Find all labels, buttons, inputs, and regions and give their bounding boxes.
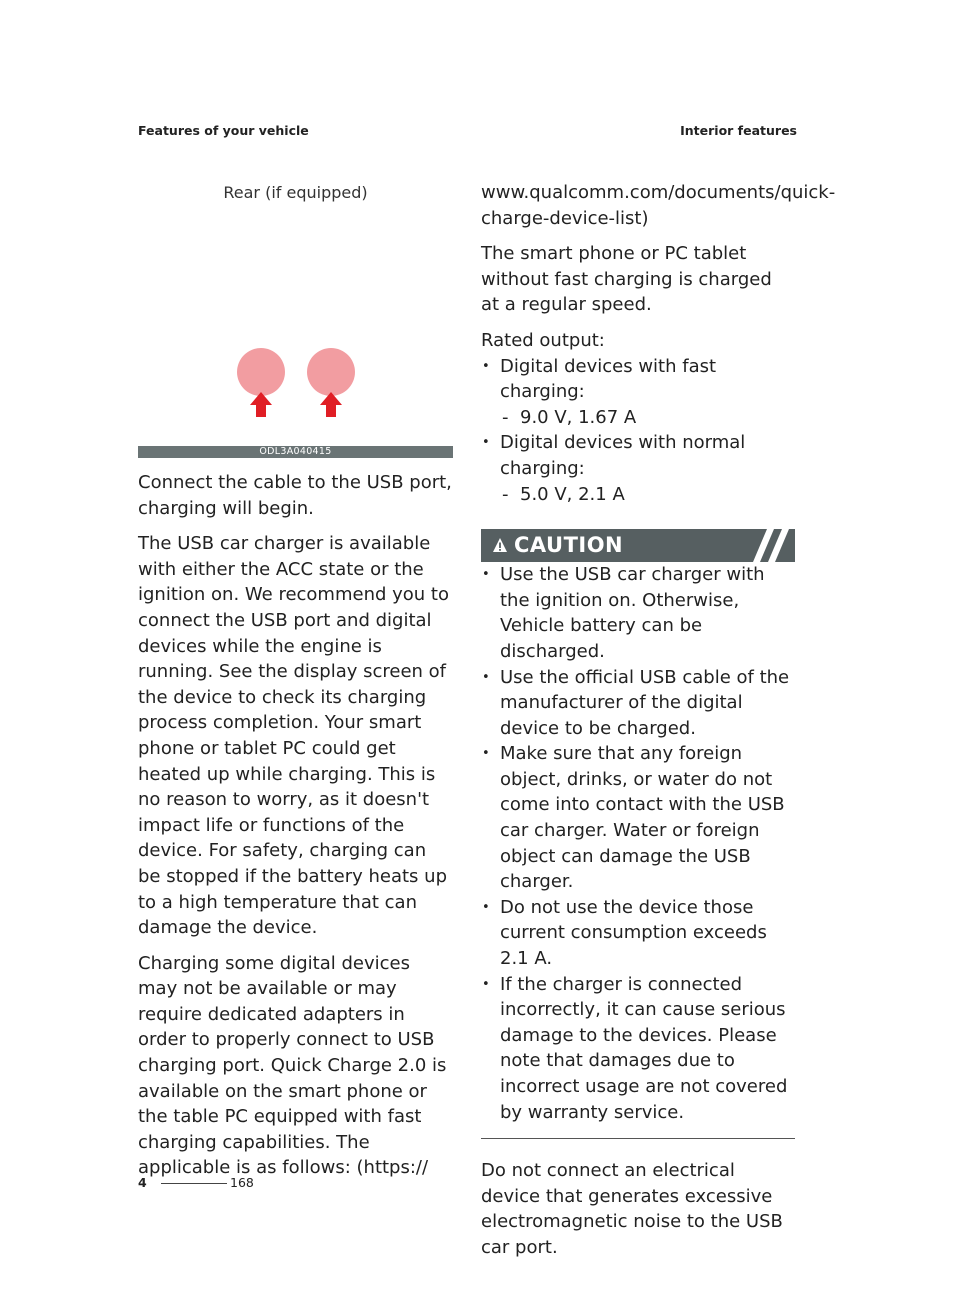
right-column: [481, 180, 836, 1261]
caution-list: [481, 562, 795, 1125]
arrow-up-icon: [320, 392, 342, 417]
figure-caption: Rear (if equipped): [223, 183, 368, 202]
caution-banner: [481, 529, 795, 562]
rated-item-value: - 5.0 V, 2.1 A: [500, 482, 795, 508]
figure-code: ODL3A040415: [138, 446, 453, 458]
body-paragraph: The smart phone or PC tablet without fast charging is charged at a regular speed.: [481, 243, 772, 316]
caution-title: CAUTION: [514, 533, 624, 558]
caution-item: • Make sure that any foreign object, drinks, or water do not come into contact with the USB car charger. Water or foreign object can damage the USB charger.: [481, 741, 795, 895]
usb-port-marker-left: [237, 348, 285, 396]
chapter-number: 4: [138, 1175, 147, 1190]
usb-port-illustration: [138, 202, 453, 446]
rated-output-list: [481, 354, 795, 508]
list-item: [481, 354, 795, 431]
rated-item-label: Digital devices with normal charging:: [500, 432, 746, 479]
page-number: 168: [230, 1175, 254, 1190]
running-header-left: Features of your vehicle: [138, 123, 309, 138]
warning-triangle-icon: [492, 537, 508, 553]
caution-divider: [481, 1138, 795, 1139]
rated-item-value: - 9.0 V, 1.67 A: [500, 405, 795, 431]
caution-item: • Use the USB car charger with the ignition on. Otherwise, Vehicle battery can be discharged.: [481, 562, 795, 664]
caution-item: • Do not use the device those current consumption exceeds 2.1 A.: [481, 895, 795, 972]
rated-output-label: Rated output:: [481, 329, 605, 351]
rated-item-label: Digital devices with fast charging:: [500, 355, 717, 403]
caution-item: • If the charger is connected incorrectly, it can cause serious damage to the devices. Please note that damages due to incorrect usage are not covered by warranty service.: [481, 972, 795, 1126]
running-header-right: Interior features: [680, 123, 797, 138]
usb-port-figure: [138, 202, 453, 446]
body-paragraph: The USB car charger is available with either the ACC state or the ignition on. We recommend you to connect the USB port and digital devices while the engine is running. See the display screen of the device to check its charging process completion. Your smart phone or tablet PC could get heated up while charging. This is no reason to worry, as it doesn't impact life or functions of the device. For safety, charging can be stopped if the battery heats up to a high temperature that can damage the device.: [138, 533, 449, 939]
caution-stripes-decoration: [735, 529, 795, 562]
footer-rule: [161, 1183, 227, 1184]
caution-item: • Use the official USB cable of the manufacturer of the digital device to be charged.: [481, 665, 795, 742]
usb-port-marker-right: [307, 348, 355, 396]
url-continuation: www.qualcomm.com/documents/quick-charge-device-list): [481, 182, 836, 229]
left-column: [138, 183, 453, 1181]
body-paragraph: Do not connect an electrical device that generates excessive electromagnetic noise to the USB car port.: [481, 1160, 783, 1258]
arrow-up-icon: [250, 392, 272, 417]
body-paragraph: Connect the cable to the USB port, charging will begin.: [138, 472, 452, 519]
body-paragraph: Charging some digital devices may not be available or may require dedicated adapters in order to properly connect to USB charging port. Quick Charge 2.0 is available on the smart phone or the table PC equipped with fast charging capabilities. The applicable is as follows: (https://: [138, 952, 447, 1179]
list-item: [481, 430, 795, 507]
